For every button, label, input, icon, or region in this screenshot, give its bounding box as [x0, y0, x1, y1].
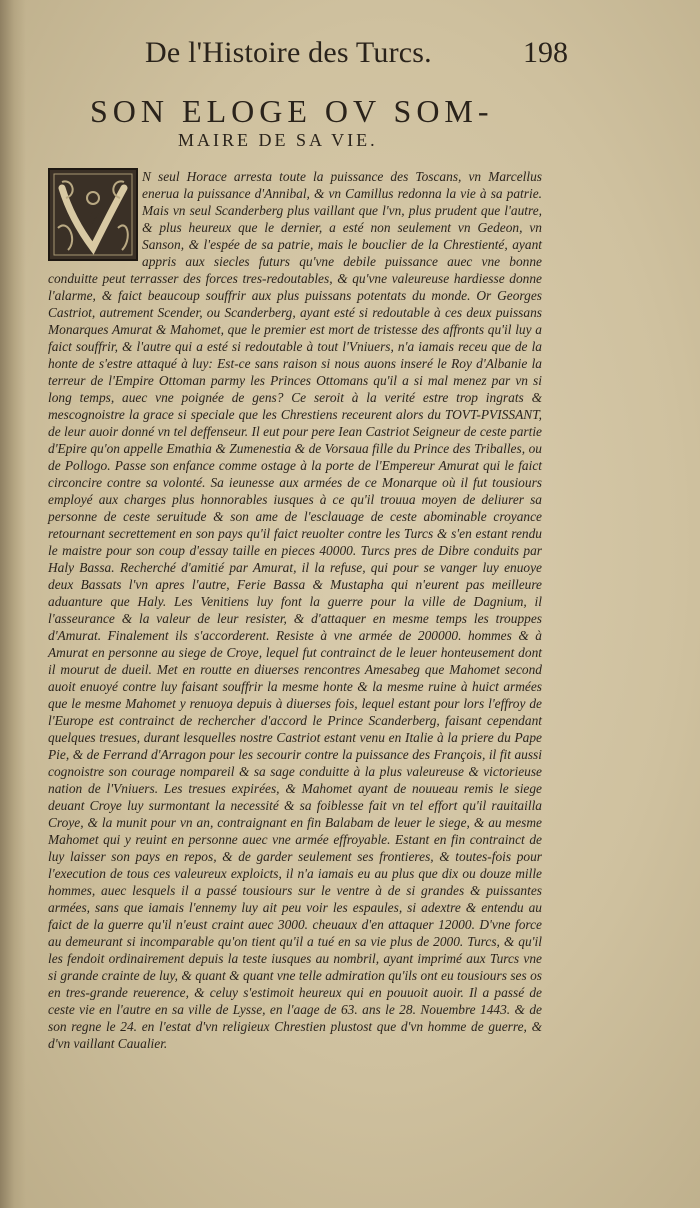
dropcap-initial-icon	[48, 168, 138, 261]
body-text-block	[48, 168, 542, 1051]
dropcap-letter: V	[87, 208, 99, 228]
page-gutter-shadow	[0, 0, 26, 1208]
body-paragraph: N seul Horace arresta toute la puissance des Toscans, vn Marcellus enerua la puissance d'Annibal, & vn Camillus redonna la vie à sa patrie. Mais vn seul Scanderberg plus vaillant que l'vn, plus prudent que l'autre, & plus heureux que le dernier, a esté non seulement vn Gedeon, vn Sanson, & l'espée de sa patrie, mais le bouclier de la Chrestienté, ayant appris aux siecles futurs qu'vne debile puissance auec vne bonne conduitte peut terrasser des forces tres-redoutables, & qu'vne valeureuse hardiesse donne l'alarme, & faict beaucoup souffrir aux plus puissans potentats du monde. Or Georges Castriot, autrement Scender, ou Scanderberg, ayant esté si redoutable à ces deux puissans Monarques Amurat & Mahomet, que le premier est mort de tristesse des affronts qu'il luy a faict souffrir, & l'autre qui a esté si redoutable à tout l'Vniuers, n'a iamais receu que de la honte de s'estre attaqué à luy: Est-ce sans raison si nous auons inseré le Roy d'Albanie la terreur de l'Empire Ottoman parmy les Princes Ottomans qu'il a si mal menez par vn si long temps, auec vne poignée de gens? Ce seroit à la verité estre trop ingrats & mescognoistre la grace si speciale que les Chrestiens receurent alors du TOVT-PVISSANT, de leur auoir donné vn tel deffenseur. Il eut pour pere Iean Castriot Seigneur de ceste partie d'Epire qu'on appelle Emathia & Zumenestia & de Vorsaua fille du Prince des Triballes, ou de Pollogo. Passe son enfance comme ostage à la porte de l'Empereur Amurat qui le faict circoncire contre sa volonté. Sa ieunesse aux armées de ce Monarque où il fut tousiours employé aux charges plus honnorables iusques à ce qu'il trouua moyen de deliurer sa personne de ceste seruitude & son ame de l'esclauage de ceste abominable croyance retournant secrettement en son pays qu'il faict reuolter contre les Turcs & s'en estant rendu le maistre pour son coup d'essay taille en pieces 40000. Turcs pres de Dibre conduits par Haly Bassa. Recherché d'amitié par Amurat, il la refuse, qui pour se vanger luy enuoye deux Bassats l'vn apres l'autre, Ferie Bassa & Mustapha qui n'eurent pas meilleure aduanture que Haly. Les Venitiens luy font la guerre pour la ville de Dagnium, il l'asseurance & la valeur de leur resister, & d'attaquer en mesme temps les trouppes d'Amurat. Finalement ils s'accorderent. Resiste à vne armée de 200000. hommes & à Amurat en personne au siege de Croye, lequel fut contrainct de le leuer honteusement dont il mourut de dueil. Met en routte en diuerses rencontres Amesabeg que Mahomet second auoit enuoyé contre luy faisant souffrir la mesme honte & la mesme ruine à huict armées que le mesme Mahomet y renuoya depuis à diuerses fois, lequel estant pour lors l'effroy de l'Europe est contrainct de rechercher d'accord le Prince Scanderberg, faisant cependant quelques tresues, durant lesquelles nostre Castriot estant venu en Italie à la priere du Pape Pie, & de Ferrand d'Arragon pour les secourir contre la puissance des François, il fit aussi cognoistre son courage nompareil & sa sage conduitte à la plus valeureuse & victorieuse nation de l'Vniuers. Les tresues expirées, & Mahomet ayant de nouueau remis le siege deuant Croye luy surmontant la necessité & sa foiblesse fait vn tel effort qu'il rauitailla Croye, & la munit pour vn an, contraignant en fin Balabam de leuer le siege, & au mesme Mahomet qui y reuint en personne auec vne armée effroyable. Estant en fin contrainct de luy laisser son pays en repos, & de garder seulement ses frontieres, & toutes-fois pour l'execution de tous ces valeureux exploicts, il n'a iamais eu au plus que dix ou douze mille hommes, auec lesquels il a passé tousiours sur le ventre à de si grandes & puissantes armées, sans que iamais l'ennemy luy ait peu voir les espaules, si adextre & entendu au faict de la guerre qu'il n'eust craint auec 3000. cheuaux d'en attaquer 12000. D'vne force au demeurant si incomparable qu'on tient qu'il a tué en sa vie plus de 2000. Turcs, & qu'il les fendoit ordinairement depuis la teste iusques au nombril, ayant imprimé aux Turcs vne si grande crainte de luy, & quant & quant vne telle admiration qu'ils ont eu tousiours ses os en tres-grande reuerence, & celuy s'estimoit heureux qui en pouuoit auoir. Il a passé de ceste vie en l'autre en sa ville de Lysse, en l'aage de 63. ans le 28. Nouembre 1443. & de son regne le 24. en l'estat d'vn religieux Chrestien plustost que d'vn homme de guerre, & d'vn vaillant Caualier.	[48, 169, 542, 1051]
dropcap-woodcut-icon	[48, 168, 138, 261]
page-number: 198	[523, 36, 568, 69]
running-title: De l'Histoire des Turcs.	[145, 36, 432, 69]
page-header	[145, 36, 575, 80]
section-heading-line-2: MAIRE DE SA VIE.	[178, 130, 378, 150]
section-heading-line-1: SON ELOGE OV SOM-	[90, 93, 494, 129]
